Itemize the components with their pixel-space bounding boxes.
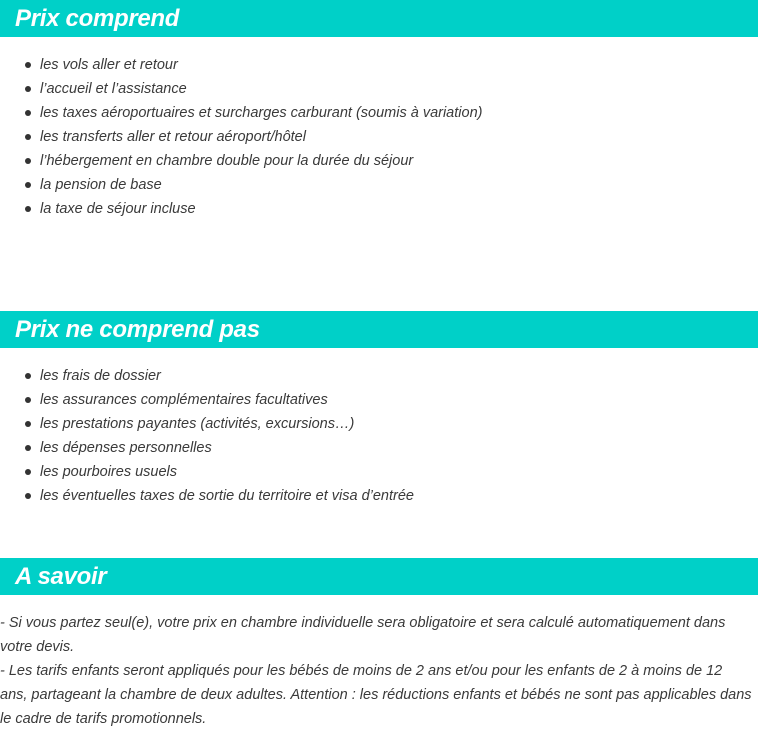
tip-paragraph: - Les tarifs enfants seront appliqués pour les bébés de moins de 2 ans et/ou pour les enfants de 2 à moins de 12 ans, partageant la chambre de deux adultes. Attention : les réductions enfants et bébés ne sont pas applicables dans le cadre de tarifs promotionnels. <box>0 663 752 727</box>
price-excludes-section <box>0 311 758 508</box>
list-item-text: les pourboires usuels <box>40 464 178 480</box>
good-to-know-header <box>0 558 758 595</box>
bullet-icon <box>25 397 31 403</box>
list-item <box>0 197 758 221</box>
list-item-text: l’accueil et l’assistance <box>40 81 187 97</box>
list-item <box>0 484 758 508</box>
list-item <box>0 101 758 125</box>
list-item-text: les dépenses personnelles <box>40 440 212 456</box>
list-item-text: les éventuelles taxes de sortie du territoire et visa d’entrée <box>40 488 414 504</box>
price-includes-section <box>0 0 758 221</box>
list-item-text: les taxes aéroportuaires et surcharges carburant (soumis à variation) <box>40 105 483 121</box>
price-includes-list <box>0 53 758 221</box>
tip-paragraph: - Si vous partez seul(e), votre prix en chambre individuelle sera obligatoire et sera calculé automatiquement dans votre devis. <box>0 615 726 655</box>
bullet-icon <box>25 182 31 188</box>
list-item-text: la taxe de séjour incluse <box>40 201 196 217</box>
good-to-know-section <box>0 558 758 731</box>
list-item-text: les vols aller et retour <box>40 57 178 73</box>
list-item <box>0 125 758 149</box>
list-item <box>0 173 758 197</box>
good-to-know-text <box>0 611 758 731</box>
list-item <box>0 77 758 101</box>
list-item-text: les assurances complémentaires facultatives <box>40 392 328 408</box>
list-item <box>0 388 758 412</box>
list-item-text: les transferts aller et retour aéroport/hôtel <box>40 129 306 145</box>
price-excludes-title: Prix ne comprend pas <box>15 316 260 343</box>
bullet-icon <box>25 110 31 116</box>
list-item-text: les prestations payantes (activités, excursions…) <box>40 416 355 432</box>
list-item-text: la pension de base <box>40 177 162 193</box>
list-item-text: les frais de dossier <box>40 368 161 384</box>
price-includes-title: Prix comprend <box>15 5 180 32</box>
bullet-icon <box>25 469 31 475</box>
list-item <box>0 364 758 388</box>
bullet-icon <box>25 134 31 140</box>
bullet-icon <box>25 445 31 451</box>
list-item <box>0 412 758 436</box>
price-includes-header <box>0 0 758 37</box>
bullet-icon <box>25 86 31 92</box>
list-item <box>0 460 758 484</box>
price-excludes-list <box>0 364 758 508</box>
bullet-icon <box>25 493 31 499</box>
list-item <box>0 436 758 460</box>
good-to-know-title: A savoir <box>15 563 107 590</box>
bullet-icon <box>25 206 31 212</box>
bullet-icon <box>25 158 31 164</box>
bullet-icon <box>25 62 31 68</box>
list-item-text: l’hébergement en chambre double pour la durée du séjour <box>40 153 414 169</box>
bullet-icon <box>25 421 31 427</box>
list-item <box>0 53 758 77</box>
bullet-icon <box>25 373 31 379</box>
price-excludes-header <box>0 311 758 348</box>
list-item <box>0 149 758 173</box>
